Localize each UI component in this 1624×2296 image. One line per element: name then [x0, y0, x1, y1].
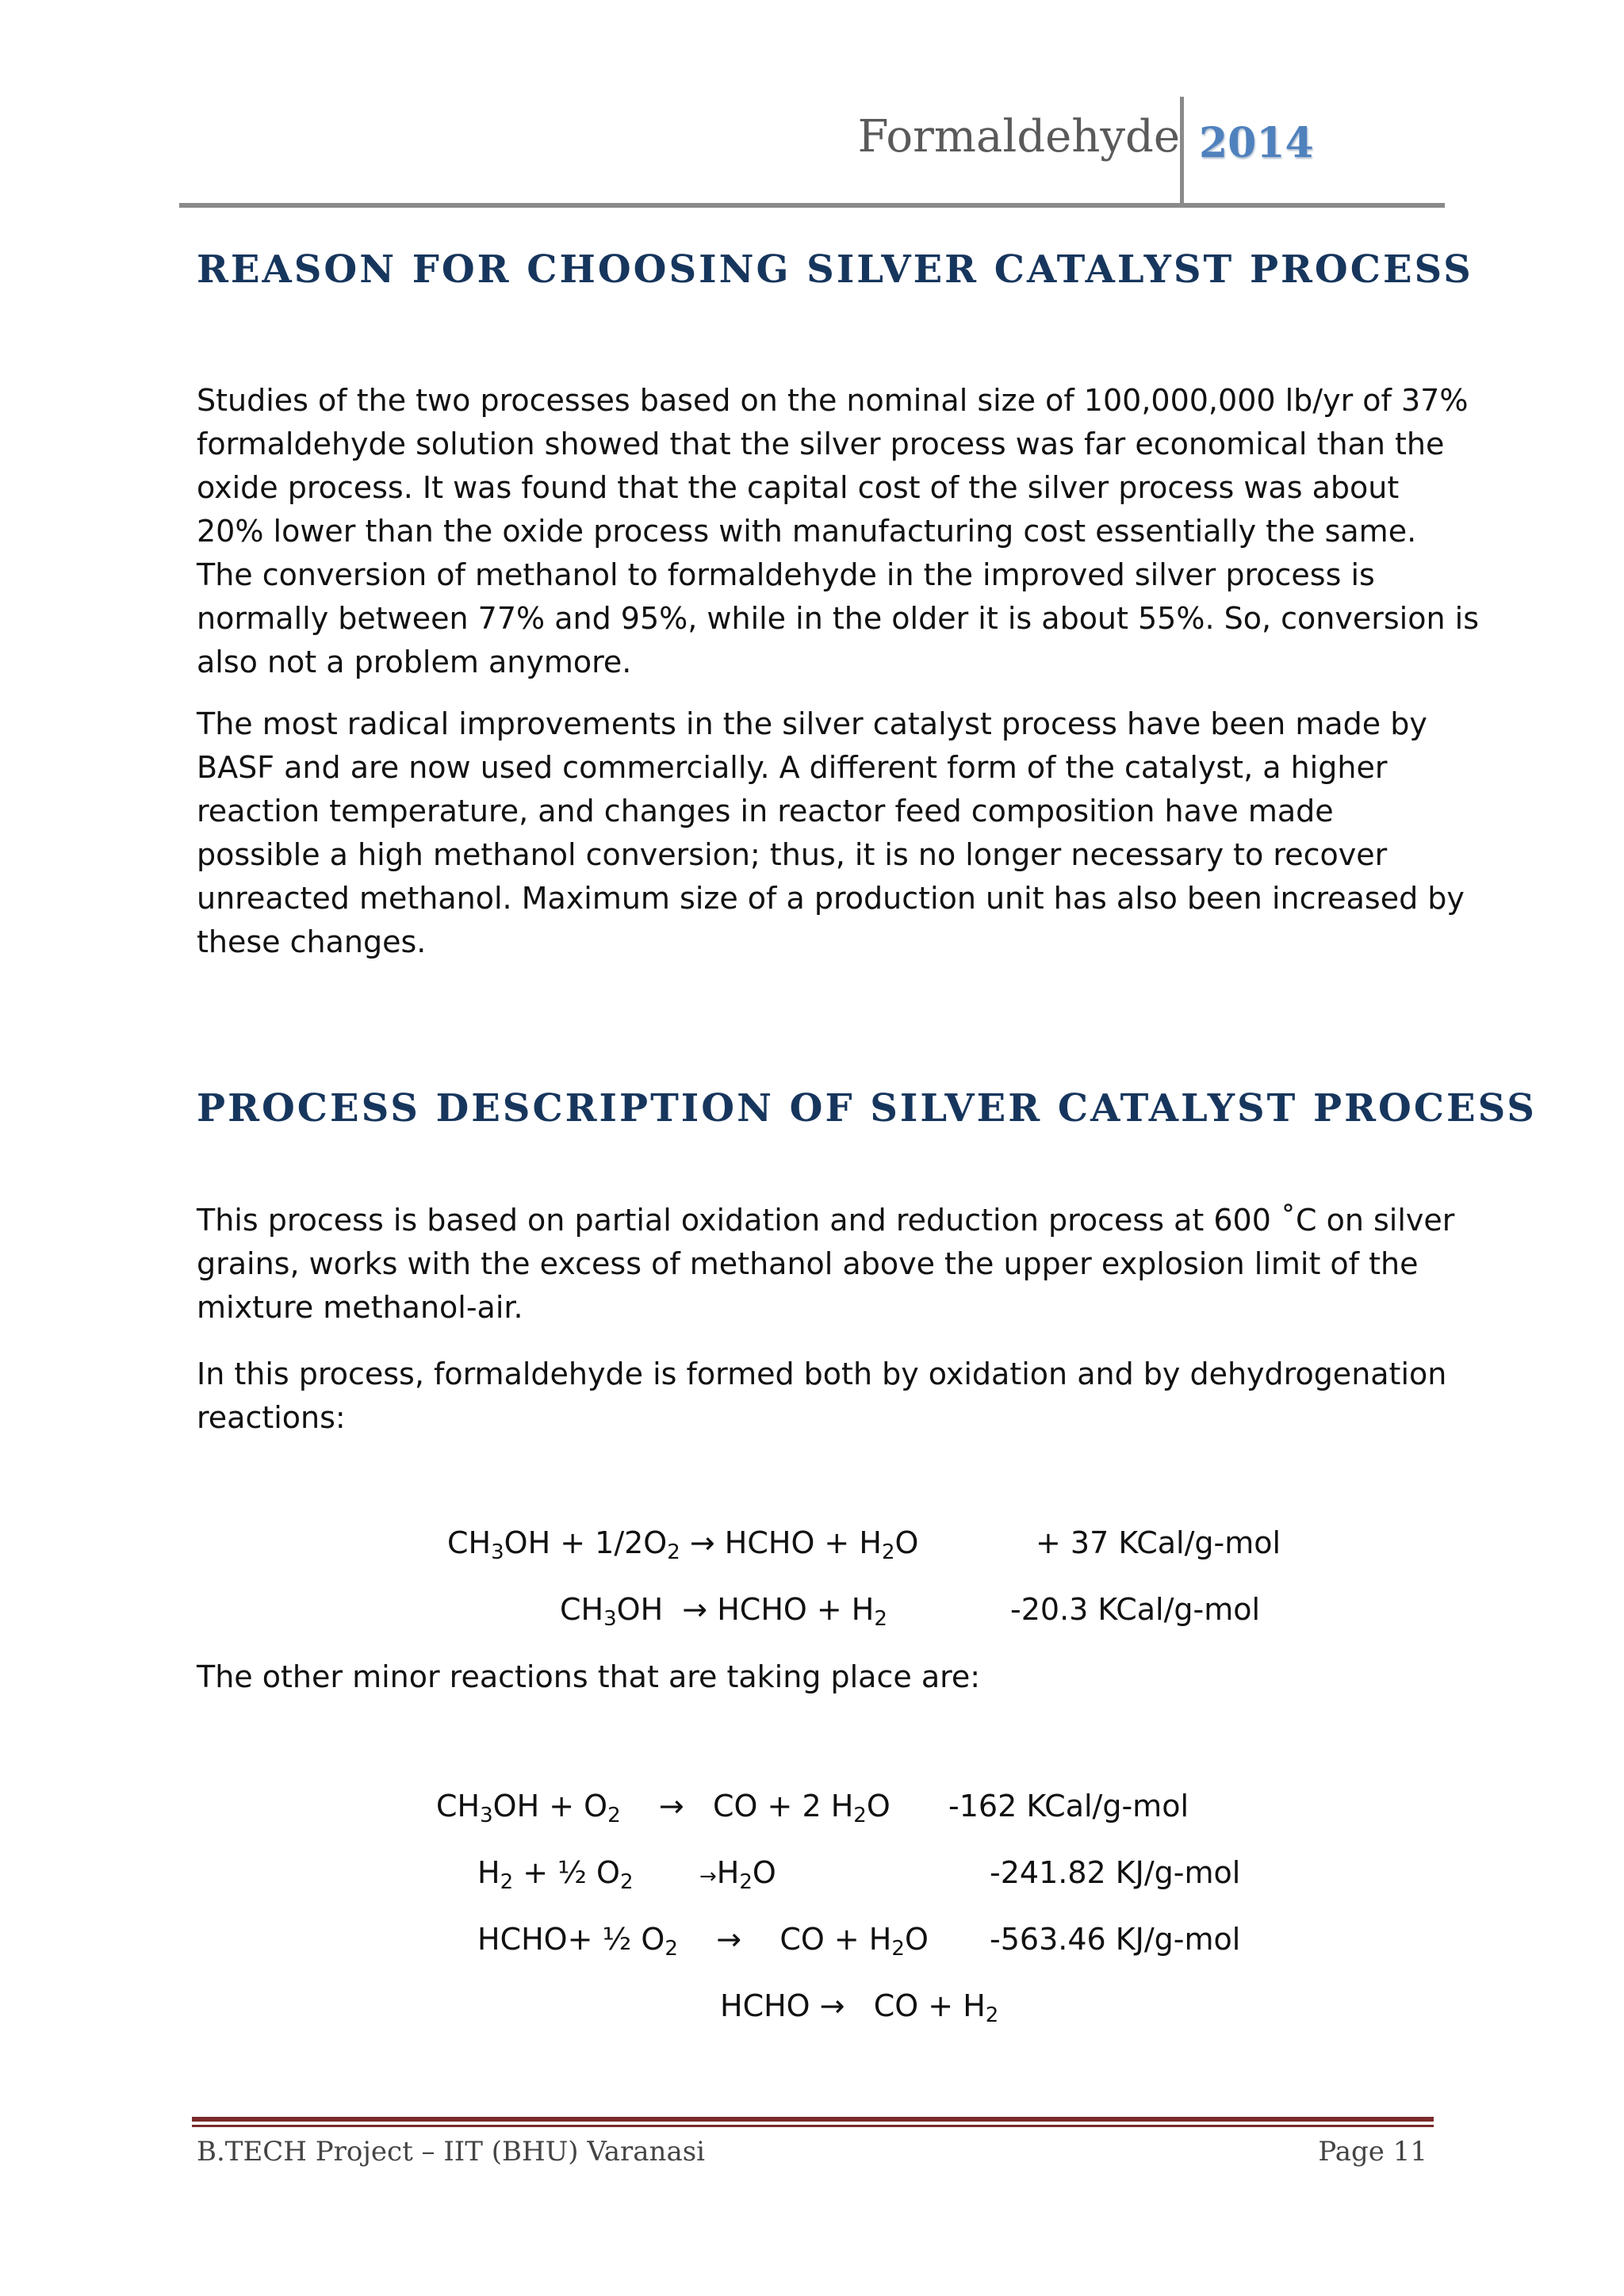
paragraph-process-2: [197, 1353, 1447, 1440]
paragraph-process-1: [197, 1199, 1455, 1330]
footer-project: B.TECH Project – IIT (BHU) Varanasi: [197, 2136, 706, 2168]
header-divider: [1180, 97, 1184, 205]
reaction-minor-2: $H_2$ + ½ $O_2$: [477, 1855, 634, 1894]
section-heading-process: PROCESS DESCRIPTION OF SILVER CATALYST PROCESS: [197, 1086, 1537, 1131]
section-heading-reason: REASON FOR CHOOSING SILVER CATALYST PROCESS: [197, 247, 1473, 292]
text-line: Studies of the two processes based on the nominal size of 100,000,000 lb/yr of 37%: [197, 383, 1469, 418]
footer-page-number: Page 11: [1318, 2136, 1427, 2168]
header-year: 2014: [1199, 119, 1314, 167]
text-line: formaldehyde solution showed that the silver process was far economical than the: [197, 427, 1445, 461]
header-title: Formaldehyde: [857, 111, 1180, 163]
footer-rule: [192, 2117, 1434, 2122]
header-rule: [179, 203, 1445, 208]
paragraph-reason-1: [197, 379, 1479, 684]
reaction-oxidation-energy: + 37 KCal/g-mol: [1036, 1525, 1281, 1560]
reaction-minor-3: HCHO+ ½ $O_2$ → CO + $H_2O$: [477, 1922, 929, 1961]
footer-rule-thin: [192, 2125, 1434, 2127]
paragraph-reason-2: [197, 702, 1465, 964]
reaction-minor-2-energy: -241.82 KJ/g-mol: [990, 1855, 1241, 1890]
text-line: normally between 77% and 95%, while in the older it is about 55%. So, conversion is: [197, 601, 1479, 636]
text-line: reaction temperature, and changes in reactor feed composition have made: [197, 794, 1334, 828]
text-line: The conversion of methanol to formaldehyde in the improved silver process is: [197, 557, 1375, 592]
reaction-oxidation: $CH_3OH + 1/2O_2$ → HCHO + $H_2O$: [447, 1525, 919, 1564]
text-line: The most radical improvements in the silver catalyst process have been made by: [197, 706, 1427, 741]
reaction-minor-2-product: $\to H_2O$: [699, 1855, 776, 1894]
text-line: unreacted methanol. Maximum size of a production unit has also been increased by: [197, 881, 1465, 916]
reaction-dehydrogenation: $CH_3OH$ → HCHO + $H_2$: [560, 1592, 887, 1631]
text-line: also not a problem anymore.: [197, 645, 632, 679]
text-line: reactions:: [197, 1400, 346, 1435]
reaction-minor-1-energy: -162 KCal/g-mol: [948, 1789, 1189, 1823]
text-line: these changes.: [197, 924, 427, 959]
reaction-minor-1: $CH_3OH + O_2$ → CO + 2 $H_2O$: [436, 1789, 891, 1827]
reaction-minor-3-energy: -563.46 KJ/g-mol: [990, 1922, 1241, 1957]
text-line: In this process, formaldehyde is formed both by oxidation and by dehydrogenation: [197, 1357, 1447, 1391]
text-line: BASF and are now used commercially. A different form of the catalyst, a higher: [197, 750, 1388, 785]
reaction-minor-4: HCHO → CO + $H_2$: [720, 1988, 999, 2027]
text-line: grains, works with the excess of methanol above the upper explosion limit of the: [197, 1246, 1419, 1281]
reaction-dehydrogenation-energy: -20.3 KCal/g-mol: [1010, 1592, 1261, 1627]
text-line: possible a high methanol conversion; thus, it is no longer necessary to recover: [197, 837, 1388, 872]
text-line: This process is based on partial oxidation and reduction process at 600 ˚C on silver: [197, 1203, 1455, 1238]
text-line: mixture methanol-air.: [197, 1290, 523, 1325]
text-line: oxide process. It was found that the capital cost of the silver process was about: [197, 470, 1400, 505]
text-line: 20% lower than the oxide process with manufacturing cost essentially the same.: [197, 514, 1417, 549]
minor-reactions-intro: The other minor reactions that are taking place are:: [197, 1659, 981, 1694]
